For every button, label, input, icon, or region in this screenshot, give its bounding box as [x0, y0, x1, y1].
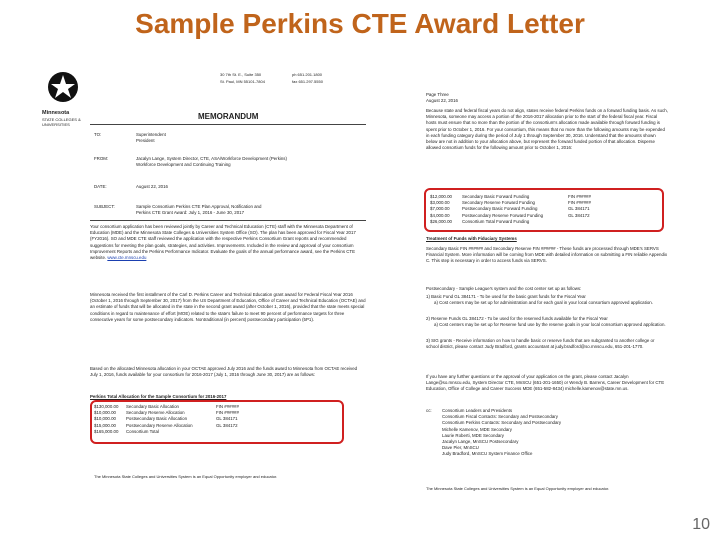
- body-paragraph-1: Your consortium application has been reviewed jointly by Career and Technical Education (CTE) staff with the Minnesota Department of Education (MDE) and the Minnesota State Colleges & Universities System Office (SO). The plan has been approved for Fiscal Year 2017 (FY2016). SO and MDE CTE staff reviewed the application with the respective Perkins Consortium Grant reports and recommended suggestions for meeting the plan goals, strategies, and activities. Improvements. Included in the review and approval of your consortium Improvement Reports and the Perkins Performance Indicator. Evaluate the goals of the annual performance award, see the Perkins CTE website. www.cte.mnscu.edu: [90, 224, 356, 261]
- cc-label: cc:: [426, 408, 432, 413]
- body-paragraph-2: Minnesota received the first installment of the Carl D. Perkins Career and Technical Education grant award for Federal Fiscal Year 2016 (October 1, 2016 through September 30, 2017) from the US Department of Education, Office of Career and Technical Education (OCTAE) and an estimate of funds that will be allocated in the state in the second grant award (after October 1, 2016), provided that the state meets special conditions in regard to maintenance of effort (MOE) related to the state's failure to meet 90 percent of performance targets for three consecutive years for some postsecondary indicators. Nontraditional (in percent) postsecondary participation (5P1).: [90, 292, 366, 322]
- subject-value-2: Perkins CTE Grant Award: July 1, 2016 - June 30, 2017: [136, 210, 245, 215]
- item-3: 3) SIG grants - Receive information on how to handle basic or reserve funds that are subgranted to another college or school district, please contact Judy Bradford, grants accountant at judy.bradford@so.mnscu.edu, 651-201-1770.: [426, 338, 655, 350]
- page-date: August 22, 2016: [426, 98, 458, 103]
- from-value-1: Jacalyn Lange, System Director, CTE, ASA/Workforce Development (Perkins): [136, 156, 287, 161]
- to-value-1: Superintendent: [136, 132, 166, 137]
- table-row: $7,000.00 Postsecondary Basic Forward Funding GL 384171: [430, 206, 590, 212]
- slide-title: Sample Perkins CTE Award Letter: [135, 8, 585, 39]
- page-footer: The Minnesota State Colleges and Universities System is an Equal Opportunity employer and educator.: [426, 486, 610, 491]
- table-row: $12,000.00 Secondary Basic Forward Funding FIN ######: [430, 194, 591, 199]
- letter-page-three: [420, 90, 672, 500]
- cte-website-link[interactable]: www.cte.mnscu.edu: [107, 255, 147, 261]
- item-1: 1) Basic Fund GL 384171 - To be used for the basic grant funds for the Fiscal Year: [426, 294, 586, 299]
- header-phone: ph 651.201.1800: [292, 72, 323, 77]
- from-label: FROM:: [94, 156, 109, 161]
- treatment-heading: Treatment of Funds with Fiduciary Systems: [426, 236, 517, 241]
- list-item: Jacalyn Lange, MnSCU Postsecondary: [442, 439, 519, 445]
- forward-funding-highlight-box: [424, 188, 664, 232]
- date-value: August 22, 2016: [136, 184, 168, 189]
- table-row: $3,000.00 Secondary Reserve Forward Funding FIN ######: [430, 200, 591, 206]
- treatment-body: Secondary Basic FIN ###### and Secondary Reserve FIN ###### - These funds are processed through MDE's SERVS Financial System. More information will be coming from MDE with detailed information on submitting a FIN reliable Appendix C. This step is necessary in order to access funds via SERVS.: [426, 246, 668, 264]
- minnesota-logo: [46, 70, 80, 110]
- list-item: Laurie Roberti, MDE Secondary: [442, 432, 504, 438]
- star-seal-icon: [46, 70, 80, 104]
- list-item: Consortium Fiscal Contacts: Secondary and Postsecondary: [442, 414, 558, 420]
- postsecondary-heading: Postsecondary - Sample League's system and the cost center set up as follows:: [426, 286, 582, 291]
- subject-label: SUBJECT:: [94, 204, 115, 209]
- table-row: $15,000.00 Postsecondary Reserve Allocation GL 384172: [94, 422, 238, 428]
- allocation-heading: Perkins Total Allocation for the Sample Consortium for 2016-2017: [90, 394, 227, 399]
- forward-funding-intro: Because state and federal fiscal years do not align, states receive federal Perkins funds on a forward funding basis. As such, Minnesota, someone may access a portion of the 2016-2017 allocation prior to the start of the federal fiscal year. Fiscal hosts must ensure that no more than the portion of the consortium's allocation made available through forward funding is spent prior to October 1, 2016. For your consortium, this means that no more than the following amounts may be expended in each funding category during the period of July 1 through September 30, 2016. Understand that the amounts shown below are not in addition to your allocation above, but represent the forward funded portion of that allocation. Disperse allowed consortium funds for the following amount prior to October 1, 2016:: [426, 108, 668, 151]
- date-label: DATE:: [94, 184, 107, 189]
- to-value-2: President: [136, 138, 155, 143]
- list-item: Consortium Perkins Contacts: Secondary and Postsecondary: [442, 420, 562, 426]
- subject-value-1: Sample Consortium Perkins CTE Plan Approval, Notification and: [136, 204, 262, 209]
- page-label: Page Three: [426, 92, 449, 97]
- item-1b: a) Cost centers may be set up for administration and for each goal in your local consortium approved application.: [434, 300, 653, 305]
- table-row: $26,000.00 Consortium Total Forward Funding: [430, 218, 530, 224]
- org-subtitle: STATE COLLEGES & UNIVERSITIES: [42, 117, 81, 128]
- header-address-1: 30 7th St. E., Suite 350: [220, 72, 262, 77]
- table-row: $130,000.00 Secondary Basic Allocation FIN ######: [94, 404, 239, 409]
- list-item: Michelle Kamenov, MDE Secondary: [442, 426, 512, 432]
- header-fax: fax 651.297.5550: [292, 79, 323, 84]
- body-paragraph-3: Based on the allocated Minnesota allocation in your OCTAE approved July 2016 and the funds award to Minnesota from OCTAE received July 1, 2016, funds available for your consortium for 2016-2017 (July 1, 2016 through June 30, 2017) are as follows:: [90, 366, 358, 378]
- org-name: Minnesota: [42, 110, 70, 116]
- allocation-highlight-box: [90, 400, 344, 444]
- cc-list: [442, 408, 668, 458]
- item-2: 2) Reserve Funds GL 384172 - To be used for the reserved funds available for the Fiscal Year: [426, 316, 608, 321]
- memo-title: MEMORANDUM: [198, 112, 259, 121]
- slide-number: 10: [692, 516, 710, 533]
- letter-page-one: [38, 52, 372, 500]
- list-item: Consortium Leaders and Presidents: [442, 408, 513, 413]
- footer-note: The Minnesota State Colleges and Universities System is an Equal Opportunity employer and educator.: [94, 474, 278, 479]
- from-value-2: Workforce Development and Continuing Training: [136, 162, 231, 167]
- table-row: $10,000.00 Secondary Reserve Allocation FIN ######: [94, 410, 239, 416]
- item-2b: a) Cost centers may be set up for Reserve fund use by the reserve goals in your local consortium approved application.: [434, 322, 666, 327]
- table-row: $10,000.00 Postsecondary Basic Allocation GL 384171: [94, 416, 238, 422]
- to-label: TO:: [94, 132, 102, 137]
- table-row: $165,000.00 Consortium Total: [94, 428, 159, 434]
- header-address-2: St. Paul, MN 55101-7804: [220, 79, 265, 84]
- list-item: Judy Bradford, MnSCU System Finance Office: [442, 451, 533, 457]
- contact-paragraph: If you have any further questions or the approval of your application on the grant, please contact Jacalyn Lange@so.mnscu.edu, System Director CTE, MnSCU (651-201-1650) or Wendy B. Barrens, Career Development for CTE Education, Office of College and Career Success MDE (651-582-8434) michelle.kamenov@state.mn.us.: [426, 374, 665, 392]
- list-item: Dave Pier, MnSCU: [442, 445, 479, 451]
- table-row: $4,000.00 Postsecondary Reserve Forward Funding GL 384172: [430, 212, 590, 218]
